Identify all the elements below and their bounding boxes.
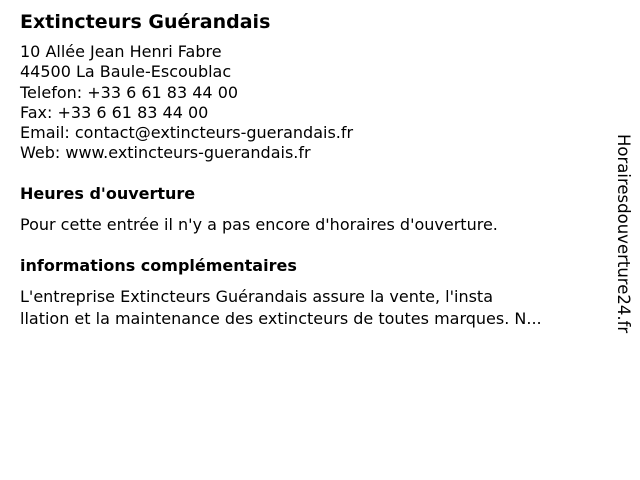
business-name: Extincteurs Guérandais xyxy=(20,11,271,33)
address-line-street: 10 Allée Jean Henri Fabre xyxy=(20,42,222,61)
email-row xyxy=(20,123,600,143)
opening-hours-text: Pour cette entrée il n'y a pas encore d'horaires d'ouverture. xyxy=(20,214,498,234)
additional-info-heading: informations complémentaires xyxy=(20,255,297,275)
phone-number[interactable]: +33 6 61 83 44 00 xyxy=(87,82,239,102)
web-row xyxy=(20,143,600,163)
email-address[interactable]: contact@extincteurs-guerandais.fr xyxy=(74,123,354,143)
opening-hours-heading: Heures d'ouverture xyxy=(20,183,196,203)
fax-number: +33 6 61 83 44 00 xyxy=(57,102,209,122)
phone-row xyxy=(20,83,600,103)
fax-row xyxy=(20,103,600,123)
site-brand-vertical: Horairesdouverture24.fr xyxy=(614,134,633,334)
additional-info-line-2: llation et la maintenance des extincteurs de toutes marques. N... xyxy=(20,308,542,328)
phone-label: Telefon: xyxy=(20,82,83,102)
address-line-city: 44500 La Baule-Escoublac xyxy=(20,62,232,82)
fax-label: Fax: xyxy=(20,102,53,122)
business-card xyxy=(20,10,600,330)
additional-info-line-1: L'entreprise Extincteurs Guérandais assure la vente, l'insta xyxy=(20,286,494,306)
additional-info-text xyxy=(20,286,600,330)
email-label: Email: xyxy=(20,123,70,143)
web-url[interactable]: www.extincteurs-guerandais.fr xyxy=(65,143,311,163)
web-label: Web: xyxy=(20,143,61,163)
